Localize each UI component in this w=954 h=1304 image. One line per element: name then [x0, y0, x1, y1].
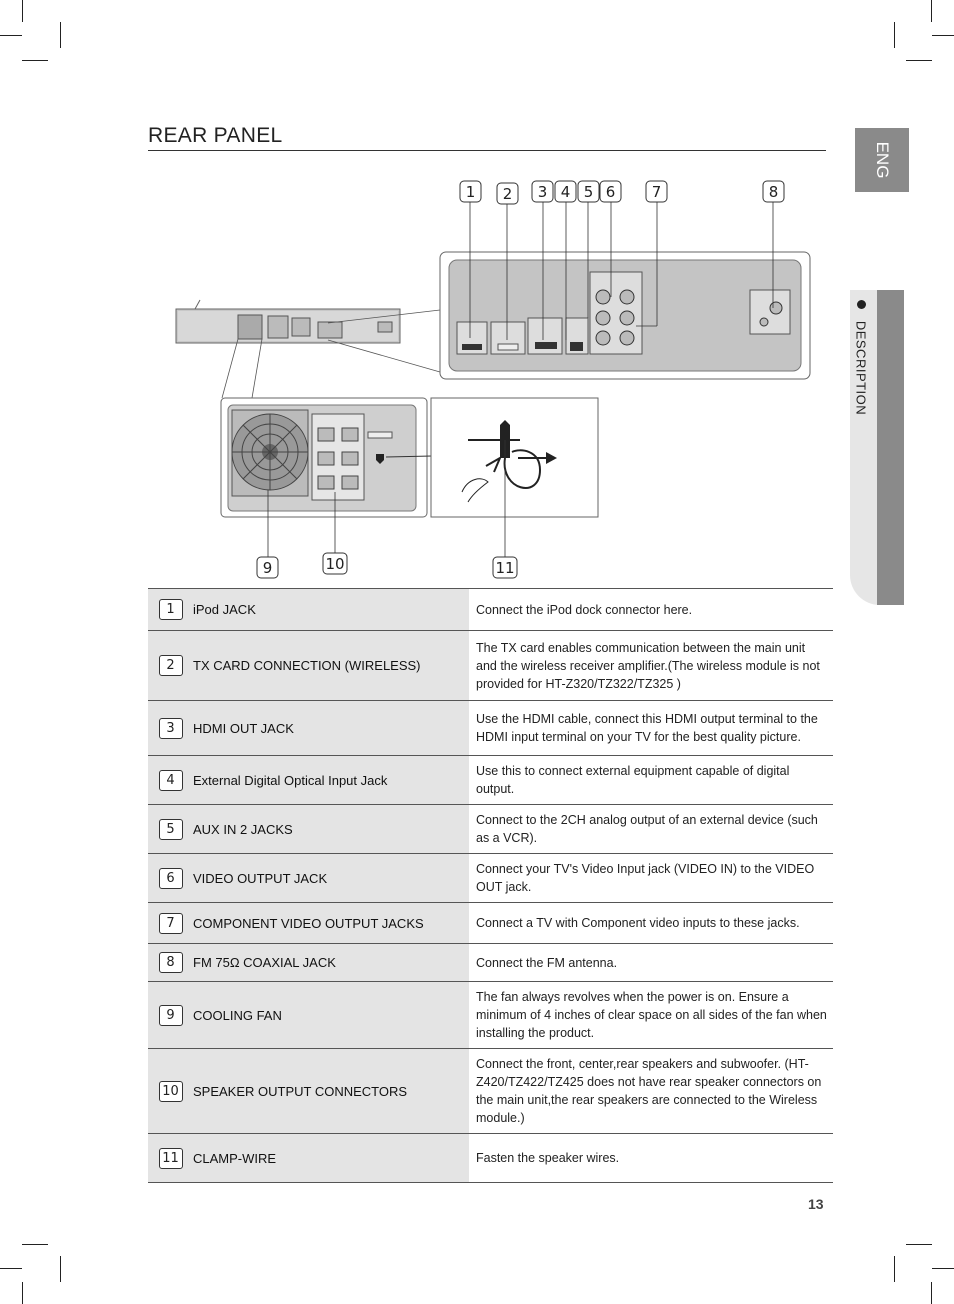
item-number-cell: [148, 854, 193, 903]
callout-badge: [323, 553, 347, 574]
callout-badge: [646, 181, 667, 202]
item-name: TX CARD CONNECTION (WIRELESS): [193, 631, 469, 701]
crop-mark: [906, 1244, 932, 1245]
table-row: [148, 903, 833, 944]
item-number: 6: [159, 868, 183, 889]
section-tab-label: DESCRIPTION: [853, 320, 869, 416]
table-row: [148, 589, 833, 631]
svg-text:6: 6: [605, 183, 616, 201]
item-number-cell: [148, 1134, 193, 1183]
item-description: Connect to the 2CH analog output of an external device (such as a VCR).: [469, 805, 833, 854]
svg-text:5: 5: [583, 183, 594, 201]
table-row: [148, 854, 833, 903]
item-name: SPEAKER OUTPUT CONNECTORS: [193, 1049, 469, 1134]
item-description: The TX card enables communication between the main unit and the wireless receiver amplifier.(The wireless module is not provided for HT-Z320/TZ322/TZ325 ): [469, 631, 833, 701]
page-title: REAR PANEL: [148, 124, 283, 147]
crop-mark: [22, 1282, 23, 1304]
item-number: 9: [159, 1005, 183, 1026]
svg-text:11: 11: [495, 559, 515, 577]
item-description: Connect the front, center,rear speakers and subwoofer. (HT-Z420/TZ422/TZ425 does not have rear speaker connectors on the main unit,the rear speakers are connected to the Wireless module.): [469, 1049, 833, 1134]
table-row: [148, 1134, 833, 1183]
item-number: 1: [159, 599, 183, 620]
callout-badge: [555, 181, 576, 202]
item-number: 5: [159, 819, 183, 840]
clamp-wire-illustration: [431, 398, 598, 517]
crop-mark: [22, 1244, 48, 1245]
component-table: [148, 588, 833, 1183]
item-number-cell: [148, 982, 193, 1049]
table-row: [148, 631, 833, 701]
item-number: 7: [159, 913, 183, 934]
crop-mark: [60, 1256, 61, 1282]
item-name: External Digital Optical Input Jack: [193, 756, 469, 805]
table-row: [148, 982, 833, 1049]
item-number-cell: [148, 805, 193, 854]
item-number: 8: [159, 952, 183, 973]
main-unit-illustration: [176, 300, 400, 343]
crop-mark: [932, 1268, 954, 1269]
svg-text:10: 10: [325, 555, 345, 573]
item-number-cell: [148, 903, 193, 944]
item-number: 10: [159, 1081, 183, 1102]
page-number: 13: [808, 1196, 824, 1212]
item-name: COOLING FAN: [193, 982, 469, 1049]
item-name: FM 75Ω COAXIAL JACK: [193, 944, 469, 982]
svg-text:3: 3: [537, 183, 548, 201]
callout-badge: [460, 181, 481, 202]
item-description: Connect the iPod dock connector here.: [469, 589, 833, 631]
item-number-cell: [148, 1049, 193, 1134]
rear-panel-diagram: [0, 0, 954, 590]
svg-text:8: 8: [768, 183, 779, 201]
language-tab-label: ENG: [873, 141, 892, 179]
item-description: Use the HDMI cable, connect this HDMI output terminal to the HDMI input terminal on your TV for the best quality picture.: [469, 701, 833, 756]
item-number: 3: [159, 718, 183, 739]
item-number: 4: [159, 770, 183, 791]
item-name: COMPONENT VIDEO OUTPUT JACKS: [193, 903, 469, 944]
crop-mark: [894, 1256, 895, 1282]
callout-badge: [763, 181, 784, 202]
fan-terminal-enlargement: [221, 398, 432, 517]
svg-text:1: 1: [465, 183, 476, 201]
item-name: iPod JACK: [193, 589, 469, 631]
table-row: [148, 756, 833, 805]
crop-mark: [931, 1282, 932, 1304]
item-number-cell: [148, 631, 193, 701]
crop-mark: [0, 1268, 22, 1269]
item-number-cell: [148, 589, 193, 631]
table-row: [148, 944, 833, 982]
item-name: VIDEO OUTPUT JACK: [193, 854, 469, 903]
item-name: HDMI OUT JACK: [193, 701, 469, 756]
svg-text:9: 9: [262, 559, 273, 577]
item-number: 2: [159, 655, 183, 676]
item-description: Connect the FM antenna.: [469, 944, 833, 982]
svg-text:4: 4: [560, 183, 571, 201]
table-row: [148, 1049, 833, 1134]
callout-badge: [497, 183, 518, 204]
item-description: Connect a TV with Component video inputs to these jacks.: [469, 903, 833, 944]
callout-badge: [532, 181, 553, 202]
item-number-cell: [148, 701, 193, 756]
item-name: CLAMP-WIRE: [193, 1134, 469, 1183]
item-number-cell: [148, 756, 193, 805]
item-number-cell: [148, 944, 193, 982]
table-row: [148, 805, 833, 854]
table-row: [148, 701, 833, 756]
item-number: 11: [159, 1148, 183, 1169]
item-description: Use this to connect external equipment capable of digital output.: [469, 756, 833, 805]
svg-text:2: 2: [502, 185, 513, 203]
callout-badge: [257, 557, 278, 578]
svg-text:7: 7: [651, 183, 662, 201]
callout-badge: [493, 557, 517, 578]
item-description: Fasten the speaker wires.: [469, 1134, 833, 1183]
item-description: The fan always revolves when the power is on. Ensure a minimum of 4 inches of clear space on all sides of the fan when installing the product.: [469, 982, 833, 1049]
rear-panel-enlargement: [440, 252, 810, 379]
item-name: AUX IN 2 JACKS: [193, 805, 469, 854]
callout-badge: [578, 181, 599, 202]
item-description: Connect your TV's Video Input jack (VIDEO IN) to the VIDEO OUT jack.: [469, 854, 833, 903]
callout-badge: [600, 181, 621, 202]
